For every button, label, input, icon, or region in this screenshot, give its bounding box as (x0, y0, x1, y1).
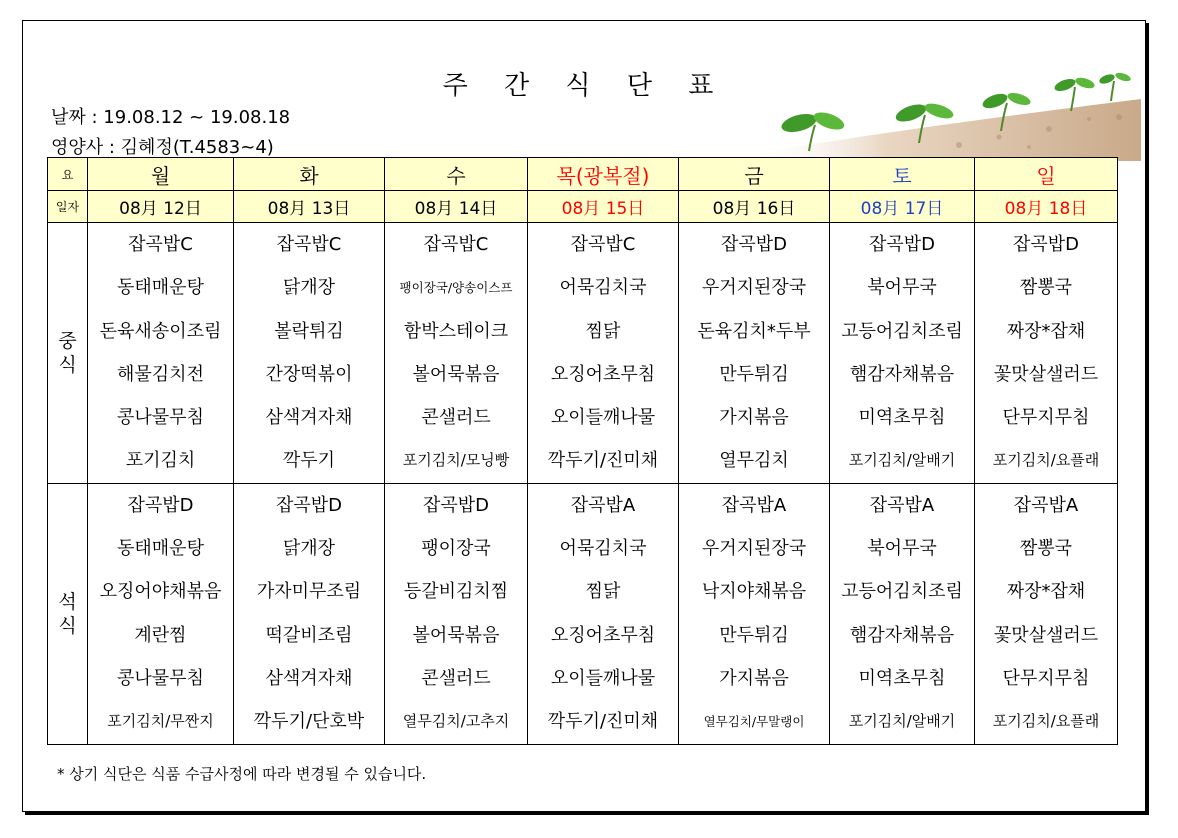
dish: 열무김치 (719, 450, 789, 472)
dish: 가지볶음 (719, 667, 789, 689)
dish: 포기김치 (125, 450, 196, 472)
dinner-tue (234, 483, 385, 744)
dish: 찜닭 (585, 581, 621, 603)
date-tue: 08月 13日 (234, 191, 385, 223)
sprout-illustration (749, 59, 1141, 161)
date-fri: 08月 16日 (679, 191, 830, 223)
dish: 잡곡밥A (570, 494, 636, 516)
dinner-label (48, 483, 88, 744)
lunch-wed (385, 223, 528, 484)
weekday-mon: 월 (88, 158, 234, 191)
dish: 잡곡밥C (128, 234, 193, 255)
date-sat: 08月 17日 (830, 191, 975, 223)
date-label: 일자 (48, 191, 88, 223)
dish: 오징어초무침 (550, 363, 656, 385)
dish: 삼색겨자채 (265, 407, 353, 429)
weekday-label: 요 (48, 158, 88, 191)
dish: 포기김치/모닝빵 (402, 451, 510, 470)
dish: 삼색겨자채 (265, 667, 353, 689)
dish: 콩나물무침 (117, 407, 204, 429)
dish: 잡곡밥C (276, 234, 342, 255)
dish: 고등어김치조림 (841, 320, 963, 342)
page-title: 주 간 식 단 표 (442, 71, 728, 101)
dish: 찜닭 (585, 320, 621, 342)
dish: 고등어김치조림 (841, 581, 963, 603)
dish: 동태매운탕 (117, 277, 204, 299)
dish: 햄감자채볶음 (849, 624, 955, 646)
lunch-label-char-1: 중 (58, 329, 77, 352)
date-sun: 08月 18日 (975, 191, 1118, 223)
dietitian-info: 영양사 : 김혜정(T.4583~4) (51, 137, 274, 158)
lunch-section (48, 223, 1118, 484)
dish: 짬뽕국 (1019, 277, 1073, 299)
dish: 만두튀김 (719, 624, 789, 646)
weekday-wed: 수 (385, 158, 528, 191)
dish: 깍두기 (282, 450, 336, 472)
dish: 잡곡밥C (570, 234, 636, 255)
dish: 닭개장 (282, 538, 336, 560)
dish: 잡곡밥C (423, 234, 489, 255)
date-thu: 08月 15日 (528, 191, 679, 223)
dish: 잡곡밥D (127, 494, 194, 516)
dish: 단무지무침 (1002, 407, 1090, 429)
dish: 북어무국 (867, 538, 937, 560)
lunch-label (48, 223, 88, 484)
dish: 잡곡밥D (422, 494, 490, 516)
dish: 함박스테이크 (403, 320, 509, 342)
dish: 북어무국 (867, 277, 937, 299)
dish: 잡곡밥D (1012, 234, 1080, 255)
dish: 떡갈비조림 (265, 624, 353, 646)
dish: 볼어묵볶음 (412, 624, 500, 646)
dish: 닭개장 (282, 277, 336, 299)
dish: 우거지된장국 (701, 538, 807, 560)
dish: 등갈비김치찜 (403, 581, 509, 603)
dish: 깍두기/진미채 (547, 711, 659, 733)
date-range: 날짜 : 19.08.12 ~ 19.08.18 (51, 107, 291, 128)
dish: 포기김치/요플래 (992, 712, 1100, 731)
dish: 콘샐러드 (421, 407, 491, 429)
dish: 잡곡밥D (720, 234, 788, 255)
lunch-fri (679, 223, 830, 484)
dish: 콩나물무침 (117, 667, 204, 689)
dish: 간장떡볶이 (265, 363, 353, 385)
dish: 어묵김치국 (559, 538, 647, 560)
dish: 잡곡밥D (868, 234, 936, 255)
dish: 열무김치/무말랭이 (703, 714, 805, 730)
dish: 가자미무조림 (256, 581, 362, 603)
lunch-label-char-2: 식 (58, 353, 77, 376)
weekly-menu-table (47, 157, 1118, 745)
dish: 꽃맛살샐러드 (993, 363, 1099, 385)
dinner-sat (830, 483, 975, 744)
lunch-tue (234, 223, 385, 484)
date-header-row (48, 191, 1118, 223)
dinner-mon (88, 483, 234, 744)
dish: 깍두기/단호박 (253, 711, 365, 733)
dish: 짬뽕국 (1019, 538, 1073, 560)
dish: 팽이장국/양송이스프 (399, 280, 513, 296)
dish: 동태매운탕 (117, 538, 204, 560)
dinner-label-char-1: 석 (58, 590, 77, 613)
dish: 햄감자채볶음 (849, 363, 955, 385)
weekday-sun: 일 (975, 158, 1118, 191)
dish: 잡곡밥D (275, 494, 343, 516)
weekday-tue: 화 (234, 158, 385, 191)
dish: 잡곡밥A (1013, 494, 1079, 516)
dish: 짜장*잡채 (1006, 320, 1086, 342)
dinner-fri (679, 483, 830, 744)
dinner-section (48, 483, 1118, 744)
dish: 돈육새송이조림 (99, 320, 222, 342)
dish: 오징어야채볶음 (99, 581, 222, 603)
dish: 짜장*잡채 (1006, 581, 1086, 603)
dish: 만두튀김 (719, 363, 789, 385)
dish: 미역초무침 (858, 667, 946, 689)
lunch-mon (88, 223, 234, 484)
weekday-header-row (48, 158, 1118, 191)
weekday-sat: 토 (830, 158, 975, 191)
dish: 깍두기/진미채 (547, 450, 659, 472)
dinner-wed (385, 483, 528, 744)
lunch-sun (975, 223, 1118, 484)
dish: 볼어묵볶음 (412, 363, 500, 385)
dinner-thu (528, 483, 679, 744)
dish: 미역초무침 (858, 407, 946, 429)
footnote: * 상기 식단은 식품 수급사정에 따라 변경될 수 있습니다. (57, 765, 427, 783)
dish: 포기김치/요플래 (992, 451, 1100, 470)
dish: 해물김치전 (117, 363, 204, 385)
dish: 잡곡밥A (869, 494, 935, 516)
dish: 가지볶음 (719, 407, 789, 429)
dish: 포기김치/알배기 (848, 712, 956, 731)
date-wed: 08月 14日 (385, 191, 528, 223)
dish: 낙지야채볶음 (701, 581, 807, 603)
dinner-sun (975, 483, 1118, 744)
dish: 꽃맛살샐러드 (993, 624, 1099, 646)
date-mon: 08月 12日 (88, 191, 234, 223)
weekday-fri: 금 (679, 158, 830, 191)
dish: 포기김치/알배기 (848, 451, 956, 470)
dish: 우거지된장국 (701, 277, 807, 299)
dish: 오이들깨나물 (550, 407, 656, 429)
dish: 단무지무침 (1002, 667, 1090, 689)
dish: 돈육김치*두부 (697, 320, 811, 342)
dish: 포기김치/무짠지 (107, 712, 214, 731)
dish: 잡곡밥A (721, 494, 787, 516)
lunch-sat (830, 223, 975, 484)
dish: 계란찜 (134, 624, 187, 646)
dish: 콘샐러드 (421, 667, 491, 689)
dish: 어묵김치국 (559, 277, 647, 299)
dish: 열무김치/고추지 (402, 712, 510, 731)
dish: 오징어초무침 (550, 624, 656, 646)
dish: 볼락튀김 (274, 320, 344, 342)
lunch-thu (528, 223, 679, 484)
menu-sheet (22, 20, 1146, 812)
dish: 오이들깨나물 (550, 667, 656, 689)
dinner-label-char-2: 식 (58, 614, 77, 637)
weekday-thu-holiday: 목(광복절) (528, 158, 679, 191)
dish: 팽이장국 (421, 538, 491, 560)
